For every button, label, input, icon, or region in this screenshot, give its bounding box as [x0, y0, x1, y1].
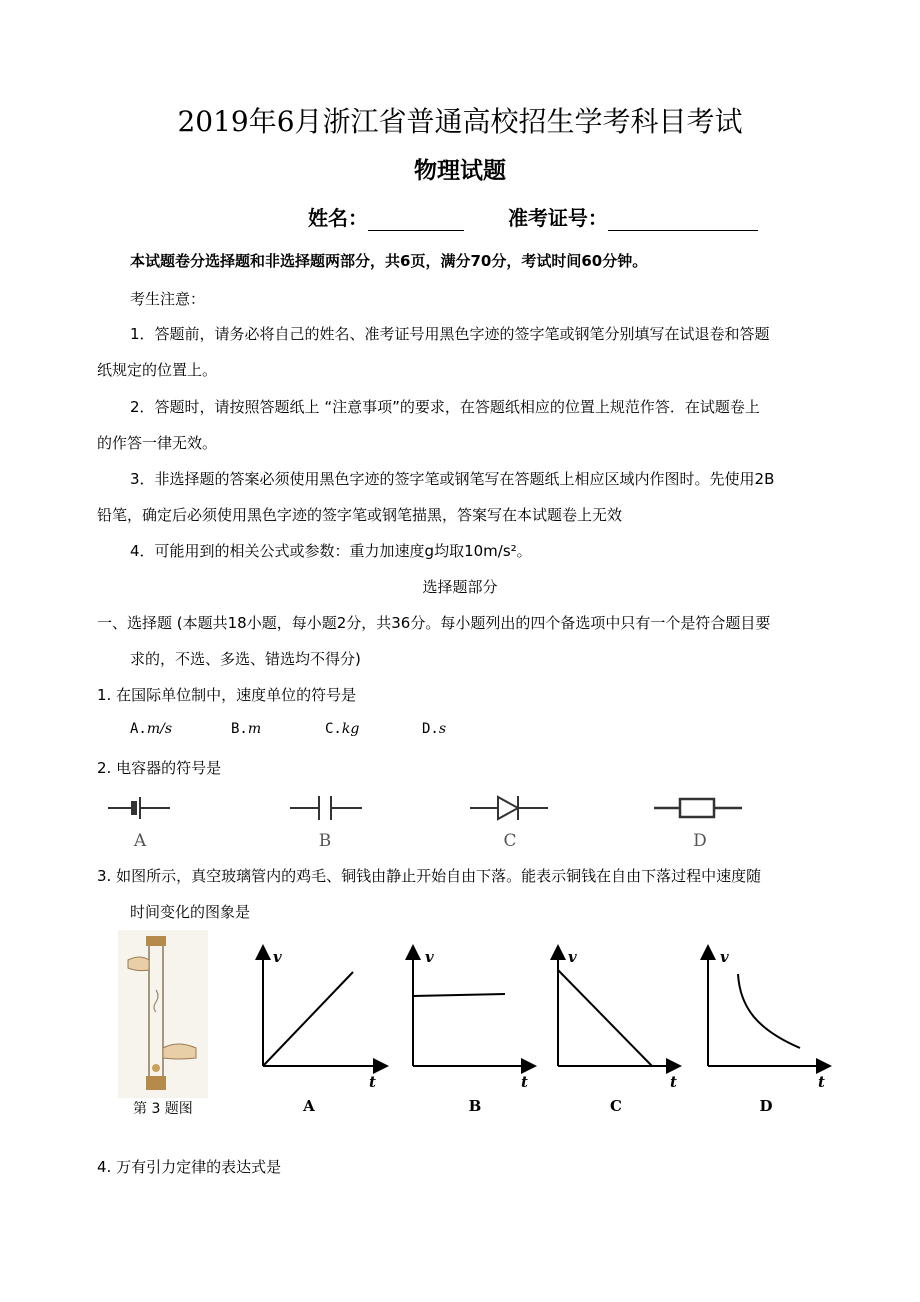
- graph-d-label: D: [759, 1097, 773, 1115]
- graph-b-label: B: [468, 1097, 482, 1115]
- notice-4: 4．可能用到的相关公式或参数：重力加速度g均取10m/s²。: [130, 542, 532, 560]
- q2-symbols: [100, 788, 800, 856]
- section-instructions-a: 一、选择题 (本题共18小题，每小题2分，共36分。每小题列出的四个备选项中只有一个是符合题目要: [97, 614, 771, 632]
- q3-graph-d[interactable]: [708, 948, 828, 1115]
- q1-option-d-prefix: D.: [422, 721, 439, 737]
- id-blank[interactable]: [608, 208, 758, 231]
- page-title: 2019年6月浙江省普通高校招生学考科目考试: [177, 105, 743, 138]
- q3-graphs: [235, 938, 847, 1128]
- section-title: 选择题部分: [422, 578, 498, 596]
- id-label: 准考证号：: [507, 206, 608, 230]
- graph-d-curve: [738, 974, 800, 1048]
- q1-option-c-prefix: C.: [325, 721, 342, 737]
- tube-cap-top-icon: [146, 936, 166, 946]
- graph-c-v-label: v: [568, 948, 577, 966]
- intro-text: 本试题卷分选择题和非选择题两部分，共6页，满分70分，考试时间60分钟。: [130, 252, 648, 270]
- q3-graph-c[interactable]: [558, 948, 678, 1115]
- q2-label-c: C: [503, 831, 517, 851]
- q2-symbol-d[interactable]: [654, 799, 742, 817]
- q1-option-a-prefix: A.: [130, 721, 147, 737]
- notice-heading: 考生注意：: [130, 290, 206, 308]
- notice-1-line-a: 1．答题前，请务必将自己的姓名、准考证号用黑色字迹的签字笔或钢笔分别填写在试退卷和答题: [130, 325, 770, 343]
- graph-b-v-label: v: [425, 948, 434, 966]
- q2-label-a: A: [133, 831, 147, 851]
- q1-option-b-prefix: B.: [231, 721, 248, 737]
- graph-c-t-label: t: [670, 1073, 677, 1091]
- q4-stem: 4. 万有引力定律的表达式是: [97, 1158, 282, 1176]
- q1-option-d-value: s: [438, 721, 447, 737]
- name-label: 姓名：: [308, 206, 368, 230]
- q1-option-c-value: kg: [341, 721, 360, 737]
- graph-a-label: A: [303, 1097, 315, 1115]
- q1-option-b-value: m: [247, 721, 262, 737]
- graph-d-v-label: v: [720, 948, 729, 966]
- notice-1-line-b: 纸规定的位置上。: [97, 361, 218, 379]
- graph-a-v-label: v: [273, 948, 282, 966]
- q2-label-b: B: [318, 831, 332, 851]
- q1-option-c[interactable]: [325, 721, 359, 737]
- q2-stem: 2. 电容器的符号是: [97, 759, 222, 777]
- q3-stem-b: 时间变化的图象是: [130, 903, 251, 921]
- coin-icon: [152, 1064, 160, 1072]
- q3-graph-a[interactable]: [263, 948, 385, 1115]
- graph-c-label: C: [610, 1097, 622, 1115]
- q3-stem-a: 3. 如图所示，真空玻璃管内的鸡毛、铜钱由静止开始自由下落。能表示铜钱在自由下落过程中速度随: [97, 867, 762, 885]
- name-blank[interactable]: [368, 208, 464, 231]
- notice-2-line-a: 2．答题时，请按照答题纸上 “注意事项”的要求，在答题纸相应的位置上规范作答．在试题卷上: [130, 398, 760, 416]
- graph-d-t-label: t: [818, 1073, 825, 1091]
- tube-cap-bottom-icon: [146, 1076, 166, 1090]
- q3-figure-caption: 第 3 题图: [133, 1101, 193, 1117]
- candidate-fields: [308, 202, 758, 231]
- graph-c-curve: [558, 970, 652, 1066]
- q3-tube-figure: [118, 930, 208, 1098]
- q2-symbol-a[interactable]: [108, 797, 170, 819]
- q1-option-a-value: m/s: [146, 721, 173, 737]
- section-instructions-b: 求的，不选、多选、错选均不得分): [130, 650, 361, 668]
- q1-option-a[interactable]: [130, 721, 172, 737]
- q3-graph-b[interactable]: [413, 948, 533, 1115]
- graph-a-t-label: t: [369, 1073, 376, 1091]
- q2-symbol-c[interactable]: [470, 796, 548, 820]
- hand-bottom-icon: [163, 1044, 196, 1059]
- q1-option-b[interactable]: [231, 721, 261, 737]
- q1-stem: 1. 在国际单位制中，速度单位的符号是: [97, 686, 357, 704]
- graph-b-t-label: t: [521, 1073, 528, 1091]
- page-subtitle: 物理试题: [414, 158, 506, 184]
- graph-a-curve: [263, 972, 353, 1066]
- q1-option-d[interactable]: [422, 721, 446, 737]
- graph-b-curve: [413, 994, 505, 996]
- notice-2-line-b: 的作答一律无效。: [97, 434, 218, 452]
- q2-label-d: D: [693, 831, 707, 851]
- q2-symbol-b[interactable]: [290, 796, 362, 820]
- notice-3-line-b: 铅笔，确定后必须使用黑色字迹的签字笔或钢笔描黑，答案写在本试题卷上无效: [97, 506, 623, 524]
- notice-3-line-a: 3．非选择题的答案必须使用黑色字迹的签字笔或钢笔写在答题纸上相应区域内作图时。先使用2B: [130, 470, 775, 488]
- hand-top-icon: [128, 957, 149, 971]
